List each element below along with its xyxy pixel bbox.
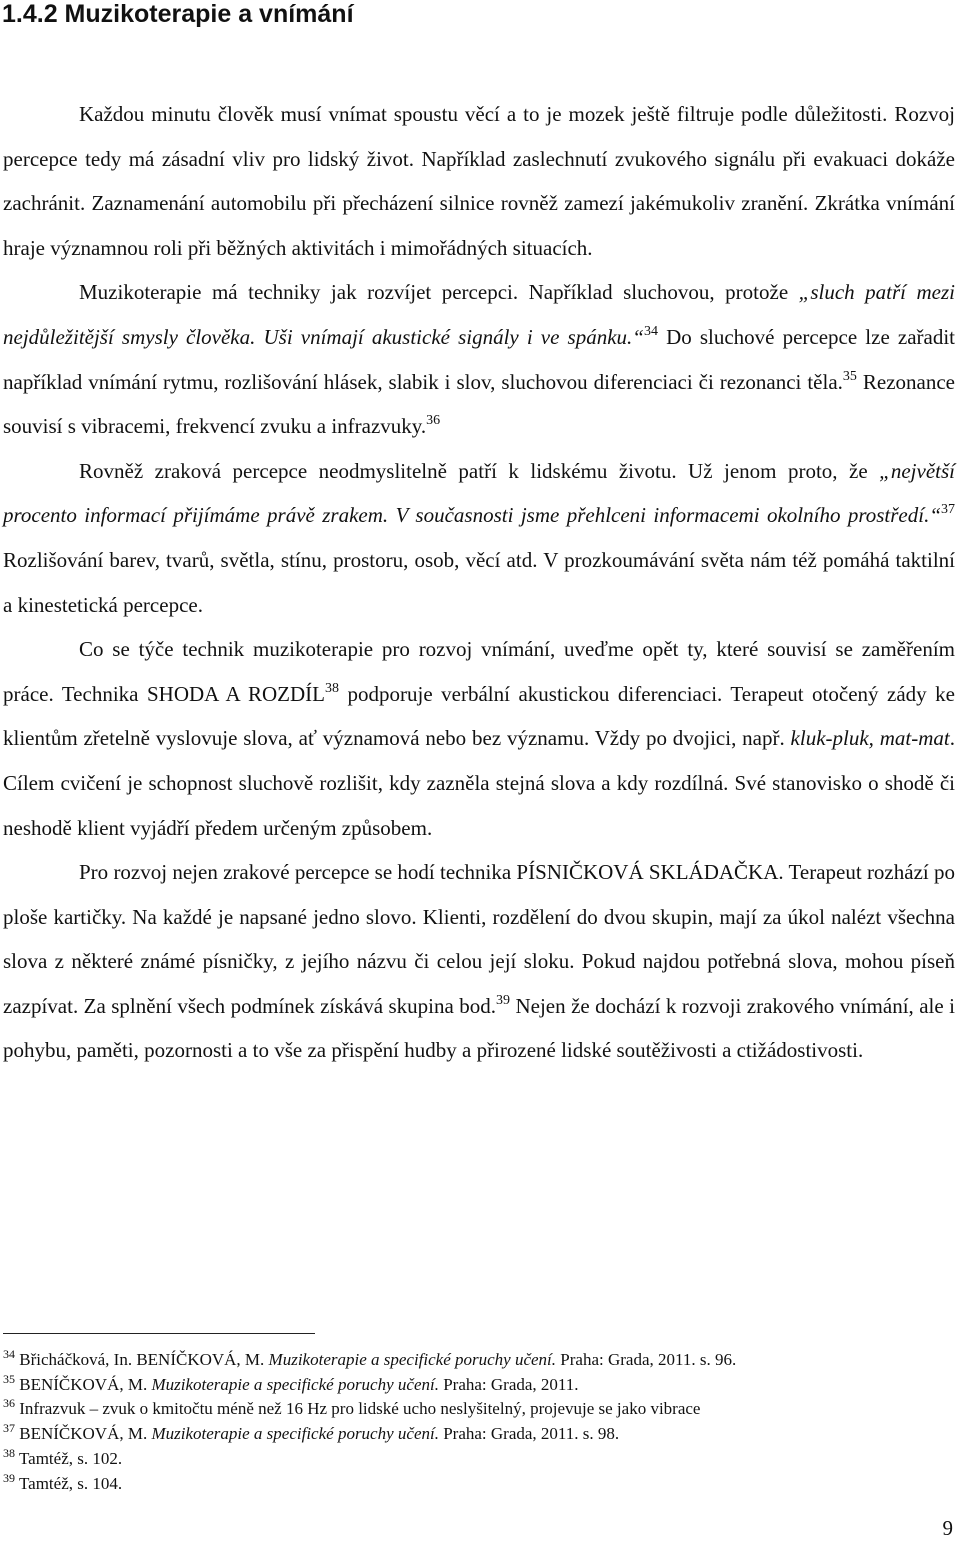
example-words: kluk-pluk, mat-mat xyxy=(790,726,950,751)
paragraph-3 xyxy=(3,449,955,627)
text: Nejen že dochází k rozvoji zrakového vnímání, ale i pohybu, paměti, pozornosti a to vše za přispění hudby a přirozené lidské soutěživosti a ctižádostivosti. xyxy=(3,993,955,1063)
text: Každou minutu člověk musí vnímat spoustu věcí a to je mozek ještě filtruje podle důležitosti. Rozvoj percepce tedy má zásadní vliv pro lidský život. Například zaslechnutí zvukového signálu při evakuaci dokáže zachránit. Zaznamenání automobilu při přecházení silnice rovněž zamezí jakémukoliv zranění. Zkrátka vnímání hraje významnou roli při běžných aktivitách i mimořádných situacích. xyxy=(3,102,955,260)
text: Rovněž zraková percepce neodmyslitelně patří k lidskému životu. Už jenom proto, že xyxy=(79,458,880,483)
text: Muzikoterapie má techniky jak rozvíjet percepci. Například sluchovou, protože xyxy=(79,280,799,305)
footnote-number: 39 xyxy=(3,1470,15,1485)
footnote-ref-34[interactable]: 34 xyxy=(643,323,658,339)
text: . Cílem cvičení je schopnost sluchově rozlišit, kdy zazněla stejná slova a kdy rozdílná. Své stanovisko o shodě či neshodě klient vyjádří předem určeným způsobem. xyxy=(3,726,955,840)
footnote-36 xyxy=(3,1397,955,1422)
body-text xyxy=(3,92,955,1073)
footnote-35 xyxy=(3,1373,955,1398)
footnote-text: Břicháčková, In. BENÍČKOVÁ, M. xyxy=(19,1350,269,1369)
footnote-text: Tamtéž, s. 104. xyxy=(18,1473,123,1493)
paragraph-1 xyxy=(3,92,955,270)
page-number: 9 xyxy=(942,1516,953,1540)
footnote-title: Muzikoterapie a specifické poruchy učení. xyxy=(151,1374,439,1394)
section-heading: 1.4.2 Muzikoterapie a vnímání xyxy=(2,0,354,28)
text: Rezonance souvisí s vibracemi, frekvencí zvuku a infrazvuky. xyxy=(3,369,955,439)
paragraph-5 xyxy=(3,850,955,1073)
footnote-title: Muzikoterapie a specifické poruchy učení. xyxy=(268,1350,557,1369)
text: podporuje verbální akustickou diferenciaci. Terapeut otočený zády ke klientům zřetelně vyslovuje slova, ať významová nebo bez významu. Vždy po dvojici, např. xyxy=(3,681,955,751)
footnote-text: Praha: Grada, 2011. xyxy=(438,1374,579,1394)
quotation: „největší procento informací přijímáme právě zrakem. V současnosti jsme přehlceni informacemi okolního prostředí.“ xyxy=(3,458,955,528)
footnote-number: 36 xyxy=(3,1396,15,1411)
text: Do sluchové percepce lze zařadit například vnímání rytmu, rozlišování hlásek, slabik i slov, sluchovou diferenciaci či rezonanci těla. xyxy=(3,324,956,394)
footnote-separator xyxy=(3,1333,315,1334)
footnote-37 xyxy=(3,1422,955,1447)
text: Rozlišování barev, tvarů, světla, stínu, prostoru, osob, věcí atd. V prozkoumávání světa nám též pomáhá taktilní a kinestetická percepce. xyxy=(3,547,955,617)
footnote-text: Infrazvuk – zvuk o kmitočtu méně než 16 Hz pro lidské ucho neslyšitelný, projevuje se jako vibrace xyxy=(19,1399,701,1419)
footnote-ref-35[interactable]: 35 xyxy=(842,368,857,384)
text: Co se týče technik muzikoterapie pro rozvoj vnímání, uveďme opět ty, které souvisí se zaměřením práce. Technika SHODA A ROZDÍL xyxy=(3,637,955,706)
footnote-title: Muzikoterapie a specifické poruchy učení. xyxy=(151,1424,439,1444)
footnote-34 xyxy=(3,1348,955,1373)
footnote-text: Praha: Grada, 2011. s. 98. xyxy=(438,1424,620,1444)
footnote-38 xyxy=(3,1447,955,1472)
footnote-text: BENÍČKOVÁ, M. xyxy=(19,1424,152,1444)
paragraph-2 xyxy=(3,270,955,448)
footnotes xyxy=(3,1348,955,1496)
footnote-number: 35 xyxy=(3,1371,15,1386)
footnote-ref-36[interactable]: 36 xyxy=(426,413,441,429)
footnote-ref-37[interactable]: 37 xyxy=(941,502,955,518)
footnote-text: BENÍČKOVÁ, M. xyxy=(19,1374,152,1394)
footnote-number: 34 xyxy=(3,1347,15,1361)
footnote-ref-39[interactable]: 39 xyxy=(496,992,511,1008)
text: Pro rozvoj nejen zrakové percepce se hodí technika PÍSNIČKOVÁ SKLÁDAČKA. Terapeut rozhází po ploše kartičky. Na každé je napsané jedno slovo. Klienti, rozdělení do dvou skupin, mají za úkol nalézt všechna slova z některé známé písničky, z jejího názvu či celou její sloku. Pokud najdou potřebná slova, mohou píseň zazpívat. Za splnění všech podmínek získává skupina bod. xyxy=(3,860,955,1018)
footnote-ref-38[interactable]: 38 xyxy=(325,680,339,696)
paragraph-4 xyxy=(3,627,955,850)
footnote-number: 38 xyxy=(3,1445,15,1460)
footnote-text: Praha: Grada, 2011. s. 96. xyxy=(556,1350,737,1369)
footnote-number: 37 xyxy=(3,1421,15,1436)
quotation: „sluch patří mezi nejdůležitější smysly člověka. Uši vnímají akustické signály i ve spánku.“ xyxy=(3,280,955,349)
footnote-text: Tamtéž, s. 102. xyxy=(18,1448,123,1468)
footnote-39 xyxy=(3,1472,955,1497)
